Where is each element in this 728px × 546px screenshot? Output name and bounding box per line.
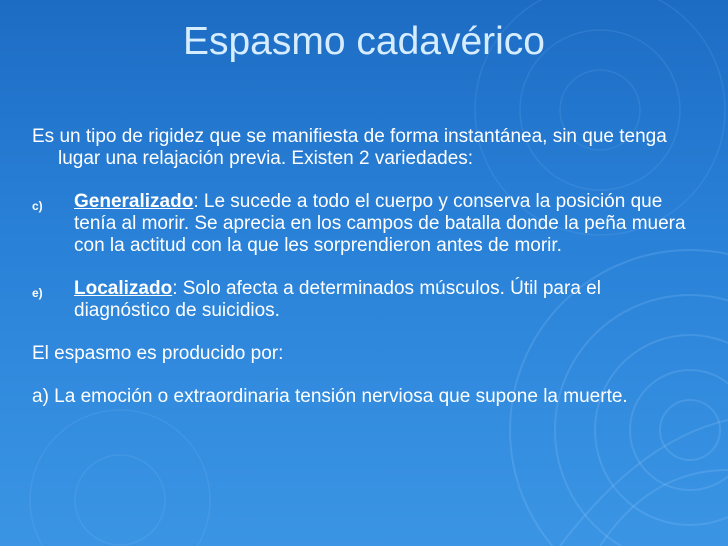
term-localizado: Localizado bbox=[74, 278, 173, 299]
slide-title: Espasmo cadavérico bbox=[182, 20, 545, 63]
term-generalizado: Generalizado bbox=[74, 191, 194, 212]
list-marker: e) bbox=[32, 286, 43, 300]
list-marker: c) bbox=[32, 199, 43, 213]
item-description: : Le sucede a todo el cuerpo y conserva la posición que tenía al morir. Se aprecia en los campos de batalla donde la peña muera con la actitud con la que les sorprendieron antes de morir. bbox=[74, 191, 686, 256]
slide-body bbox=[32, 126, 692, 429]
list-item-generalizado bbox=[32, 191, 692, 257]
cause-item: a) La emoción o extraordinaria tensión nerviosa que supone la muerte. bbox=[32, 386, 628, 407]
intro-paragraph: Es un tipo de rigidez que se manifiesta de forma instantánea, sin que tenga lugar una relajación previa. Existen 2 variedades: bbox=[32, 126, 667, 169]
cause-heading: El espasmo es producido por: bbox=[32, 343, 284, 364]
list-item-localizado bbox=[32, 278, 692, 322]
item-description: : Solo afecta a determinados músculos. Útil para el diagnóstico de suicidios. bbox=[74, 278, 601, 321]
